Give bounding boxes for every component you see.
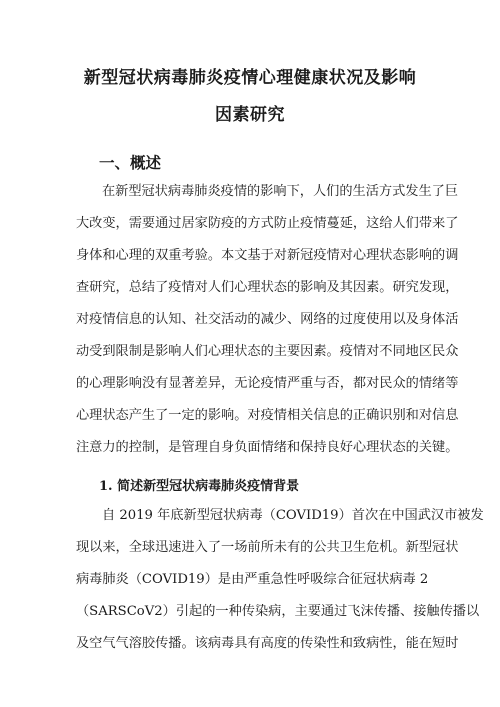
paragraph-line: 身体和心理的双重考验。本文基于对新冠疫情对心理状态影响的调	[76, 248, 459, 263]
paragraph-line: 大改变，需要通过居家防疫的方式防止疫情蔓延，这给人们带来了	[76, 216, 459, 231]
paragraph-line: 对疫情信息的认知、社交活动的减少、网络的过度使用以及身体活	[76, 312, 459, 327]
document-title-line-2: 因素研究	[215, 105, 285, 125]
paragraph-line: 心理状态产生了一定的影响。对疫情相关信息的正确识别和对信息	[76, 408, 459, 423]
paragraph-line: 自 2019 年底新型冠状病毒（COVID19）首次在中国武汉市被发	[102, 508, 484, 523]
paragraph-line: 动受到限制是影响人们心理状态的主要因素。疫情对不同地区民众	[76, 344, 459, 359]
section-heading-overview: 一、概述	[99, 153, 162, 172]
paragraph-line: 注意力的控制，是管理自身负面情绪和保持良好心理状态的关键。	[76, 440, 459, 455]
paragraph-line: 在新型冠状病毒肺炎疫情的影响下，人们的生活方式发生了巨	[102, 184, 459, 199]
section-heading-background: 1. 简述新型冠状病毒肺炎疫情背景	[99, 479, 300, 494]
document-title-line-1: 新型冠状病毒肺炎疫情心理健康状况及影响	[83, 68, 417, 88]
paragraph-line: 病毒肺炎（COVID19）是由严重急性呼吸综合征冠状病毒 2	[76, 572, 429, 587]
paragraph-line: 查研究，总结了疫情对人们心理状态的影响及其因素。研究发现，	[76, 280, 459, 295]
paragraph-line: （SARSCoV2）引起的一种传染病，主要通过飞沫传播、接触传播以	[76, 604, 480, 619]
paragraph-line: 现以来，全球迅速进入了一场前所未有的公共卫生危机。新型冠状	[76, 540, 459, 555]
paragraph-line: 的心理影响没有显著差异，无论疫情严重与否，都对民众的情绪等	[76, 376, 459, 391]
paragraph-line: 及空气气溶胶传播。该病毒具有高度的传染性和致病性，能在短时	[76, 636, 459, 651]
